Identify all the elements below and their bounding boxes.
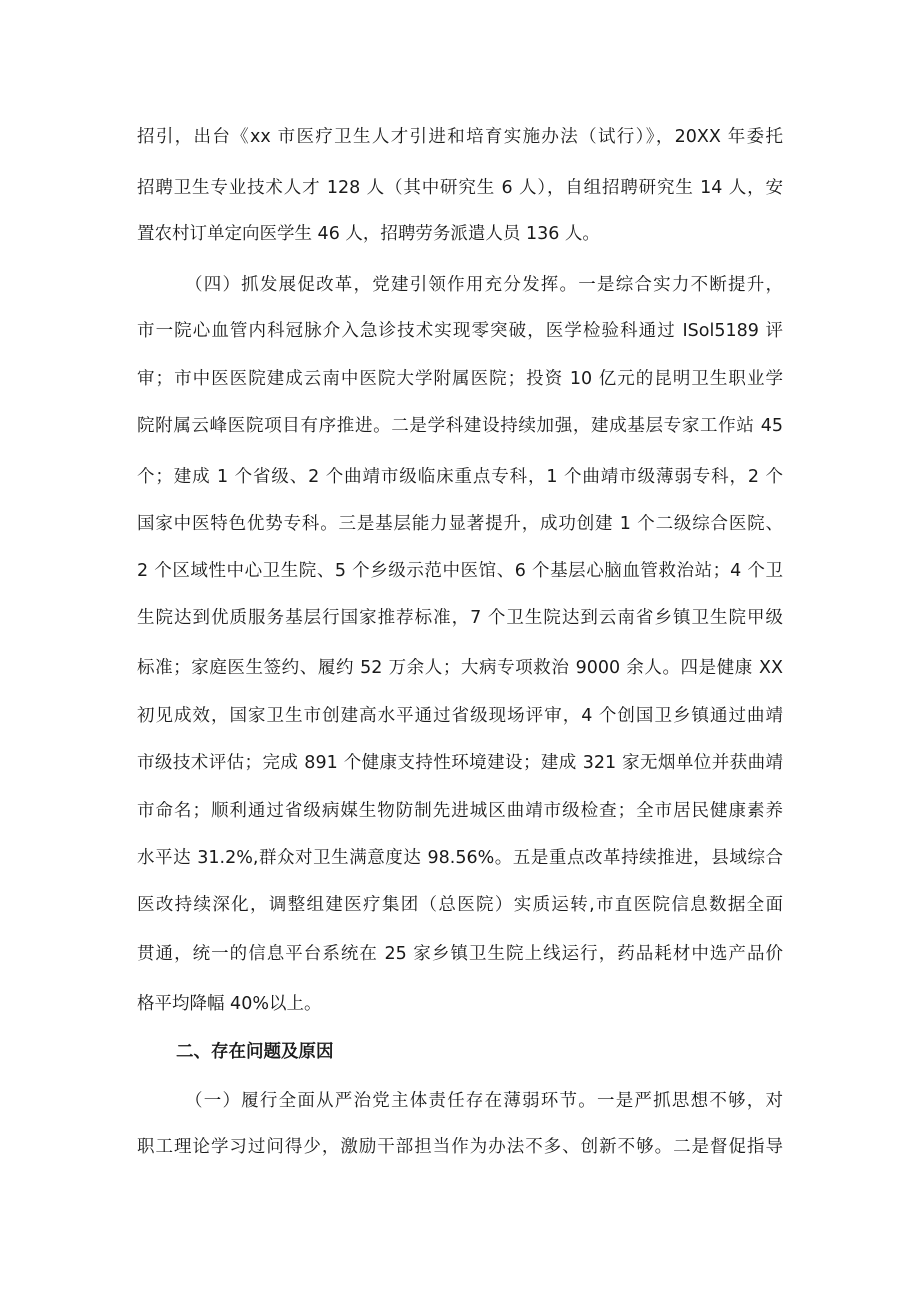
text-line-22: 职工理论学习过问得少，激励干部担当作为办法不多、创新不够。二是督促指导	[137, 1137, 783, 1157]
section-heading: 二、存在问题及原因	[176, 1042, 334, 1062]
section-four-first-line: （四）抓发展促改革，党建引领作用充分发挥。一是综合实力不断提升，	[185, 275, 783, 295]
text-line-13: 初见成效，国家卫生市创建高水平通过省级现场评审，4 个创国卫乡镇通过曲靖	[137, 706, 783, 726]
text-line-11: 生院达到优质服务基层行国家推荐标准，7 个卫生院达到云南省乡镇卫生院甲级	[137, 608, 783, 628]
text-line-14: 市级技术评估；完成 891 个健康支持性环境建设；建成 321 家无烟单位并获曲靖	[137, 753, 783, 773]
text-line-9: 国家中医特色优势专科。三是基层能力显著提升，成功创建 1 个二级综合医院、	[137, 514, 783, 534]
text-line-17: 医改持续深化，调整组建医疗集团（总医院）实质运转,市直医院信息数据全面	[137, 895, 783, 915]
text-line-18: 贯通，统一的信息平台系统在 25 家乡镇卫生院上线运行，药品耗材中选产品价	[137, 944, 783, 964]
text-line-3: 置农村订单定向医学生 46 人，招聘劳务派遣人员 136 人。	[137, 224, 600, 244]
text-line-15: 市命名；顺利通过省级病媒生物防制先进城区曲靖市级检查；全市居民健康素养	[137, 801, 783, 821]
text-line-5: 市一院心血管内科冠脉介入急诊技术实现零突破，医学检验科通过 ISol5189 评	[137, 321, 783, 341]
text-line-1: 招引，出台《xx 市医疗卫生人才引进和培育实施办法（试行）》，20XX 年委托	[137, 127, 783, 147]
text-line-16: 水平达 31.2%,群众对卫生满意度达 98.56%。五是重点改革持续推进，县域综合	[137, 848, 783, 868]
text-line-19: 格平均降幅 40%以上。	[137, 994, 322, 1014]
text-line-8: 个；建成 1 个省级、2 个曲靖市级临床重点专科，1 个曲靖市级薄弱专科，2 个	[137, 467, 783, 487]
text-line-12: 标准；家庭医生签约、履约 52 万余人；大病专项救治 9000 余人。四是健康 XX	[137, 658, 783, 678]
text-line-2: 招聘卫生专业技术人才 128 人（其中研究生 6 人），自组招聘研究生 14 人，安	[137, 178, 783, 198]
text-line-10: 2 个区域性中心卫生院、5 个乡级示范中医馆、6 个基层心脑血管救治站；4 个卫	[137, 561, 783, 581]
section-one-first-line: （一）履行全面从严治党主体责任存在薄弱环节。一是严抓思想不够，对	[185, 1091, 783, 1111]
text-line-6: 审；市中医医院建成云南中医院大学附属医院；投资 10 亿元的昆明卫生职业学	[137, 369, 783, 389]
text-line-7: 院附属云峰医院项目有序推进。二是学科建设持续加强，建成基层专家工作站 45	[137, 416, 783, 436]
